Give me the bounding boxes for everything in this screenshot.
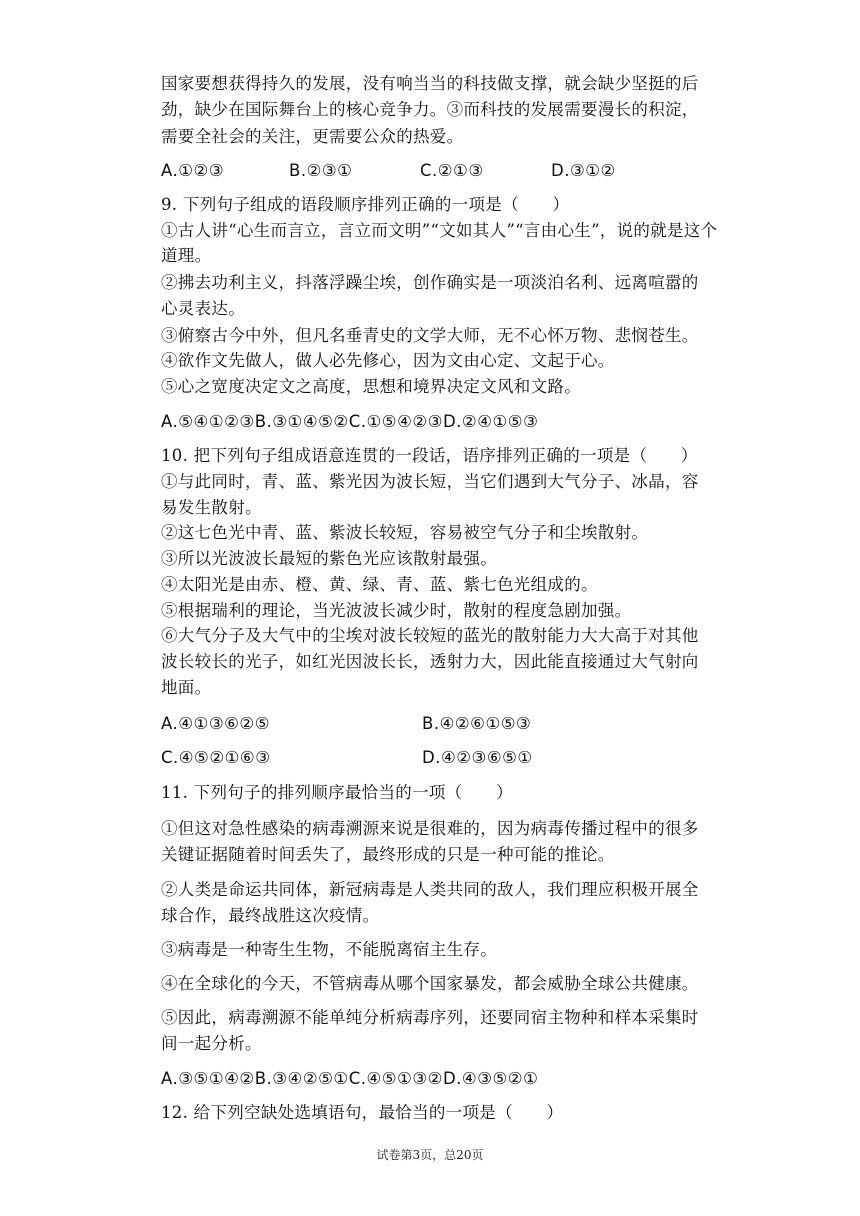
q9-sentence-line: ⑤心之宽度决定文之高度，思想和境界决定文风和文路。	[161, 377, 581, 396]
q9-options: A.⑤④①②③B.③①④⑤②C.①⑤④②③D.②④①⑤③	[161, 412, 539, 431]
q11-sentence-line: ③病毒是一种寄生生物，不能脱离宿主生存。	[161, 940, 497, 959]
q11-sentence-line: 间一起分析。	[161, 1034, 262, 1053]
q8-text-line: 国家要想获得持久的发展，没有响当当的科技做支撑，就会缺少坚挺的后	[161, 74, 699, 93]
q9-sentence-line: ①古人讲“心生而言立，言立而文明”“文如其人”“言由心生”，说的就是这个	[161, 221, 718, 240]
q8-option-b: B.②③①	[289, 161, 353, 180]
q9-sentence-line: ④欲作文先做人，做人必先修心，因为文由心定、文起于心。	[161, 351, 615, 370]
q10-option-b: B.④②⑥①⑤③	[422, 714, 532, 733]
q11-stem: 11. 下列句子的排列顺序最恰当的一项（ ）	[161, 783, 513, 802]
q8-text-line: 需要全社会的关注，更需要公众的热爱。	[161, 127, 464, 146]
q11-sentence-line: 关键证据随着时间丢失了，最终形成的只是一种可能的推论。	[161, 845, 615, 864]
q10-option-d: D.④②③⑥⑤①	[422, 748, 533, 767]
q11-sentence-line: 球合作，最终战胜这次疫情。	[161, 906, 380, 925]
q9-sentence-line: 道理。	[161, 246, 212, 265]
q11-sentence-line: ④在全球化的今天，不管病毒从哪个国家暴发，都会威胁全球公共健康。	[161, 974, 699, 993]
q8-option-a: A.①②③	[161, 161, 225, 180]
q8-option-d: D.③①②	[551, 161, 616, 180]
q10-sentence-line: 波长较长的光子，如红光因波长长，透射力大，因此能直接通过大气射向	[161, 652, 699, 671]
q10-sentence-line: ④太阳光是由赤、橙、黄、绿、青、蓝、紫七色光组成的。	[161, 575, 598, 594]
q10-sentence-line: ①与此同时，青、蓝、紫光因为波长短，当它们遇到大气分子、冰晶，容	[161, 472, 699, 491]
q9-sentence-line: ②拂去功利主义，抖落浮躁尘埃，创作确实是一项淡泊名利、远离喧嚣的	[161, 273, 699, 292]
q11-sentence-line: ⑤因此，病毒溯源不能单纯分析病毒序列，还要同宿主物种和样本采集时	[161, 1008, 699, 1027]
q10-sentence-line: ⑥大气分子及大气中的尘埃对波长较短的蓝光的散射能力大大高于对其他	[161, 626, 699, 645]
q11-options: A.③⑤①④②B.③④②⑤①C.④⑤①③②D.④③⑤②①	[161, 1069, 539, 1088]
q12-stem: 12. 给下列空缺处选填语句，最恰当的一项是（ ）	[161, 1103, 564, 1122]
q11-sentence-line: ①但这对急性感染的病毒溯源来说是很难的，因为病毒传播过程中的很多	[161, 819, 699, 838]
q11-sentence-line: ②人类是命运共同体，新冠病毒是人类共同的敌人，我们理应积极开展全	[161, 880, 699, 899]
q10-sentence-line: ②这七色光中青、蓝、紫波长较短，容易被空气分子和尘埃散射。	[161, 523, 649, 542]
q8-option-c: C.②①③	[420, 161, 484, 180]
q9-sentence-line: ③俯察古今中外，但凡名垂青史的文学大师，无不心怀万物、悲悯苍生。	[161, 326, 699, 345]
q9-stem: 9. 下列句子组成的语段顺序排列正确的一项是（ ）	[161, 195, 570, 214]
q8-text-line: 劲，缺少在国际舞台上的核心竞争力。③而科技的发展需要漫长的积淀，	[161, 100, 699, 119]
q10-sentence-line: 地面。	[161, 678, 212, 697]
page-footer: 试卷第3页，总20页	[376, 1148, 484, 1162]
q10-sentence-line: ⑤根据瑞利的理论，当光波波长减少时，散射的程度急剧加强。	[161, 601, 632, 620]
q10-sentence-line: 易发生散射。	[161, 498, 262, 517]
q10-sentence-line: ③所以光波波长最短的紫色光应该散射最强。	[161, 549, 497, 568]
q10-option-c: C.④⑤②①⑥③	[161, 748, 271, 767]
q10-option-a: A.④①③⑥②⑤	[161, 714, 270, 733]
q9-sentence-line: 心灵表达。	[161, 299, 245, 318]
q10-stem: 10. 把下列句子组成语意连贯的一段话，语序排列正确的一项是（ ）	[161, 446, 698, 465]
